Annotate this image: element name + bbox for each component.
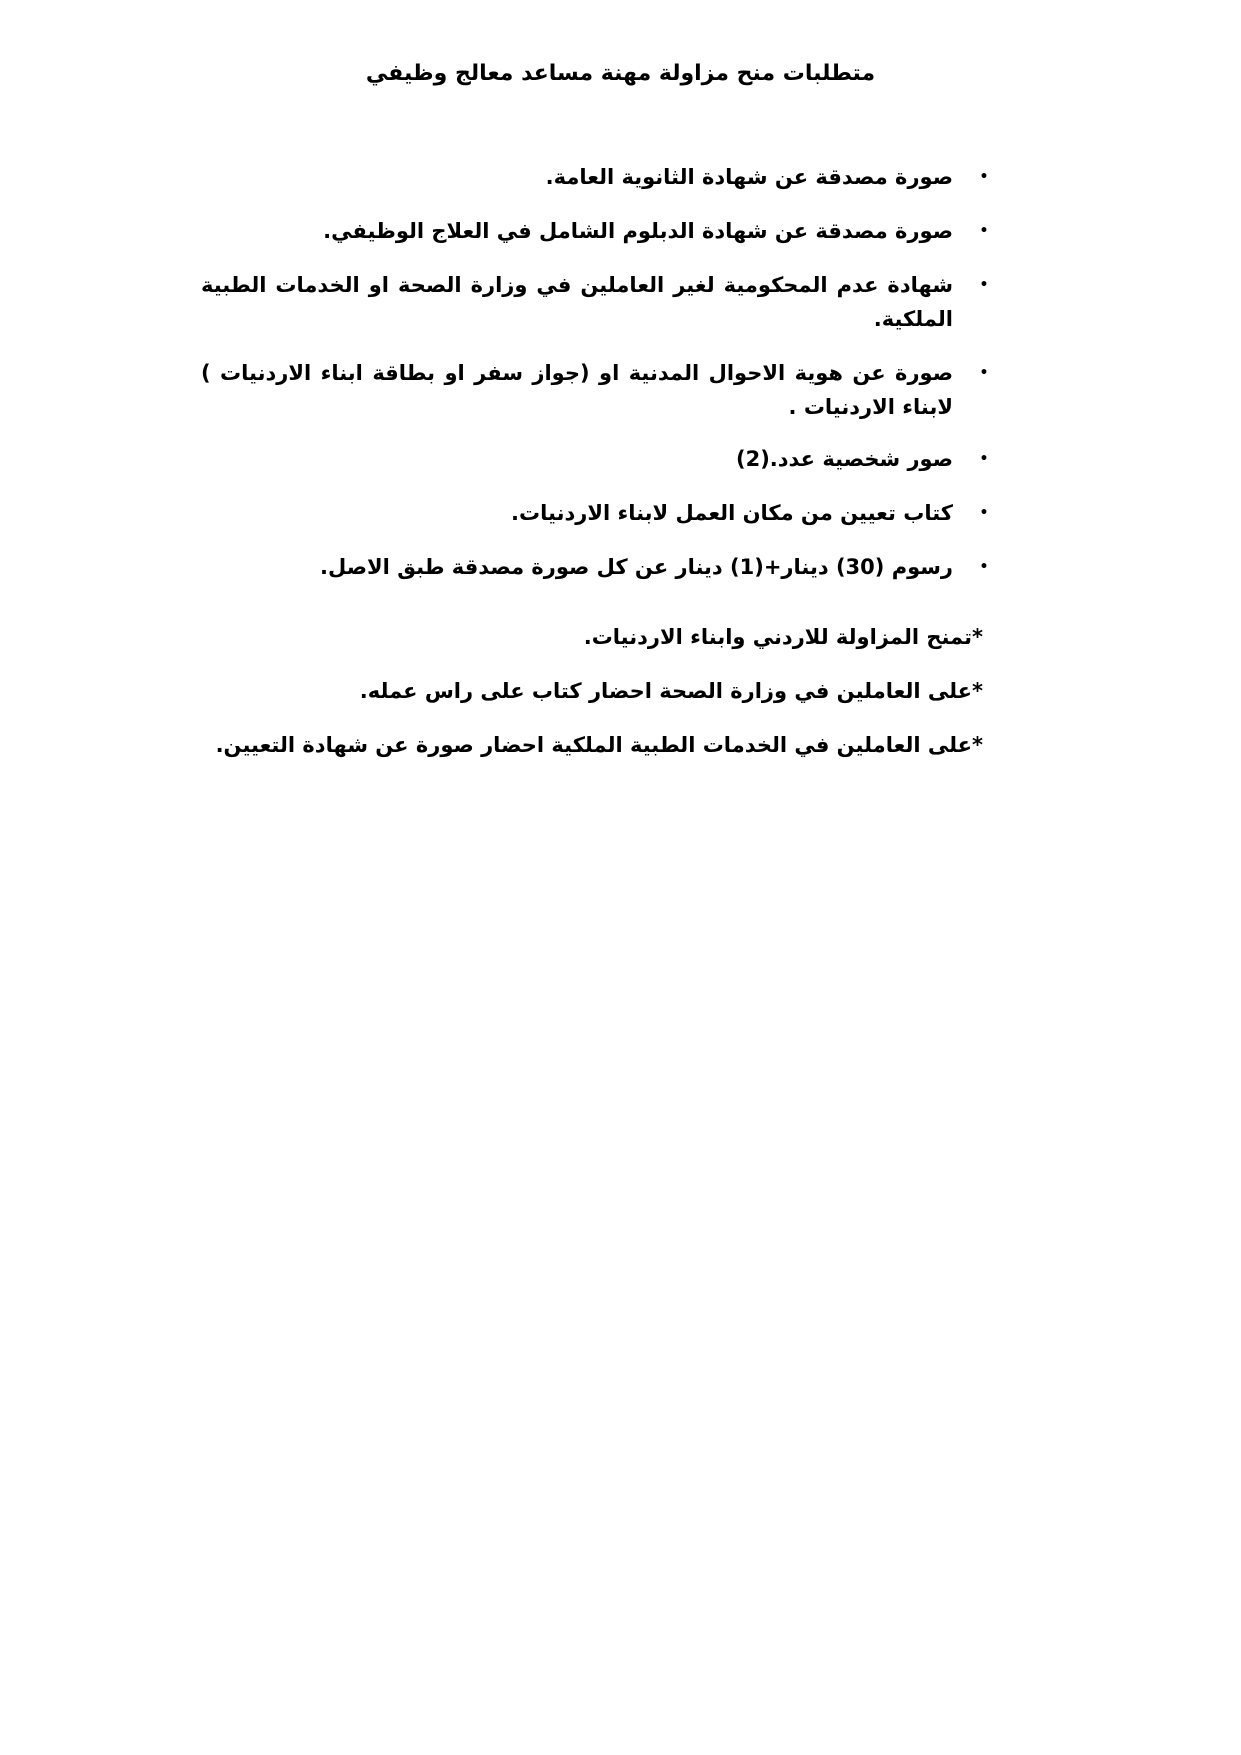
requirement-text: صور شخصية عدد.(2) <box>735 447 953 471</box>
bullet-icon: • <box>979 223 989 239</box>
notes-section <box>203 620 983 782</box>
requirement-item <box>201 268 991 336</box>
requirement-text: رسوم (30) دينار+(1) دينار عن كل صورة مصدقة طبق الاصل. <box>320 555 953 579</box>
bullet-icon: • <box>979 505 989 521</box>
requirement-item <box>201 442 991 476</box>
bullet-icon: • <box>979 559 989 575</box>
requirement-item <box>201 496 991 530</box>
requirement-text: صورة مصدقة عن شهادة الدبلوم الشامل في العلاج الوظيفي. <box>323 219 953 243</box>
bullet-icon: • <box>979 365 989 381</box>
requirement-text: كتاب تعيين من مكان العمل لابناء الاردنيات. <box>511 501 953 525</box>
requirement-item <box>201 356 991 424</box>
bullet-icon: • <box>979 169 989 185</box>
requirement-item <box>201 160 991 194</box>
bullet-icon: • <box>979 451 989 467</box>
bullet-icon: • <box>979 277 989 293</box>
requirement-item <box>201 550 991 584</box>
requirement-text: صورة عن هوية الاحوال المدنية او (جواز سفر او بطاقة ابناء الاردنيات ) لابناء الاردنيات . <box>201 361 953 419</box>
note-text: *على العاملين في الخدمات الطبية الملكية احضار صورة عن شهادة التعيين. <box>215 733 983 757</box>
note-text: *تمنح المزاولة للاردني وابناء الاردنيات. <box>583 625 983 649</box>
requirements-list <box>201 160 991 604</box>
note-text: *على العاملين في وزارة الصحة احضار كتاب على راس عمله. <box>359 679 983 703</box>
requirement-text: صورة مصدقة عن شهادة الثانوية العامة. <box>545 165 953 189</box>
requirement-text: شهادة عدم المحكومية لغير العاملين في وزارة الصحة او الخدمات الطبية الملكية. <box>201 273 953 331</box>
requirement-item <box>201 214 991 248</box>
page-title: متطلبات منح مزاولة مهنة مساعد معالج وظيفي <box>365 61 876 86</box>
